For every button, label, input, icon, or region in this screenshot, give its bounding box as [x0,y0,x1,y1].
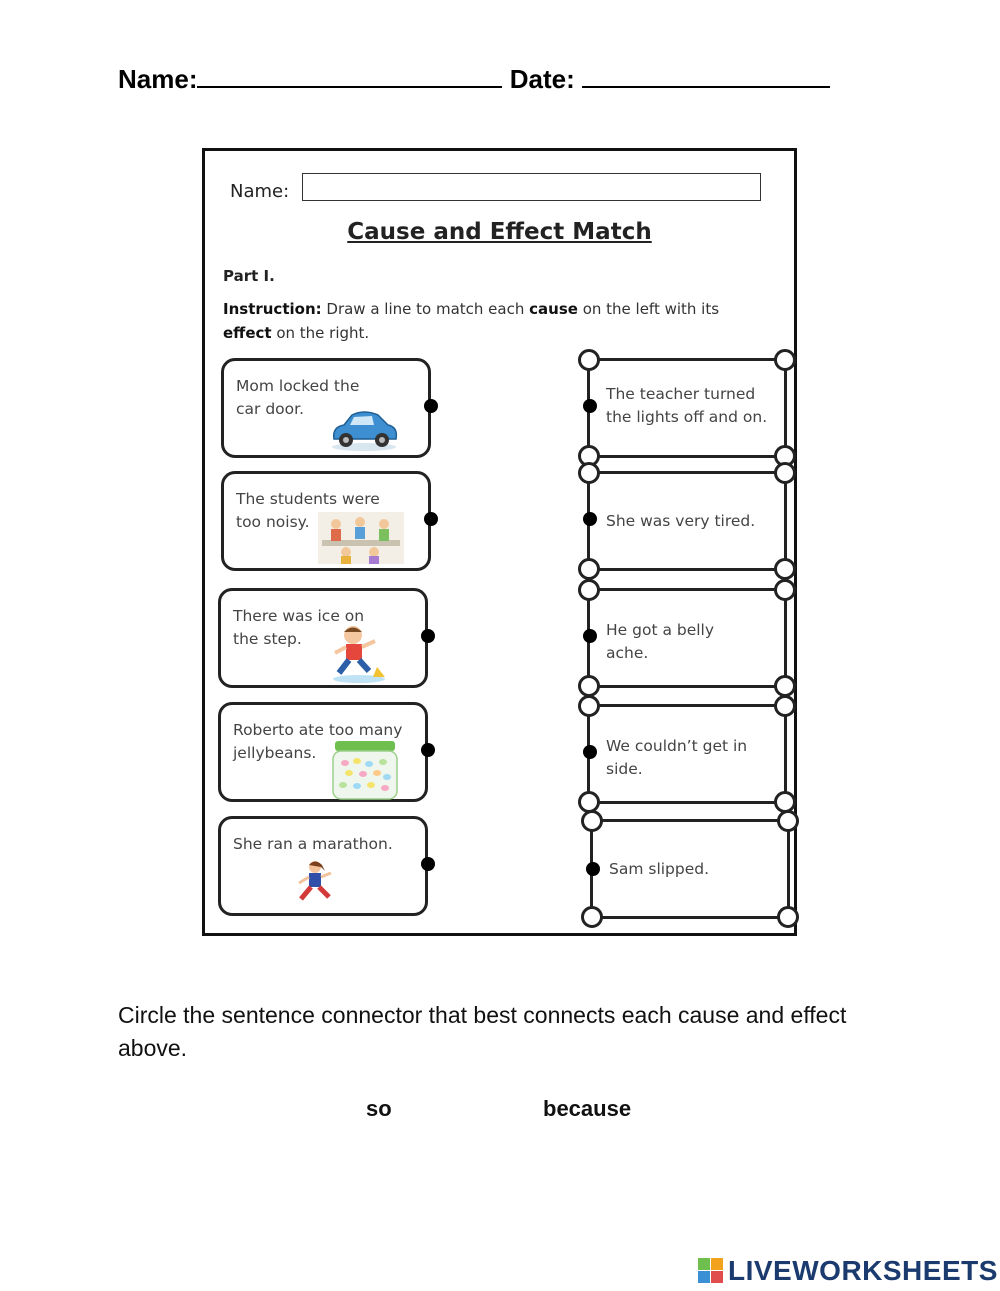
name-label: Name: [118,64,198,94]
liveworksheets-logo-text: LIVEWORKSHEETS [728,1255,998,1286]
effect-card: We couldn’t get in side. [587,704,787,804]
cause-dot[interactable] [421,857,435,871]
connector-option-because[interactable]: because [543,1096,632,1121]
jellybean-jar-icon [329,739,401,801]
classroom-icon [316,510,406,566]
cause-dot[interactable] [421,743,435,757]
worksheet-instruction: Instruction: Draw a line to match each cause on the left with its effect on the right. [223,300,720,342]
worksheet-name-box [302,173,761,201]
slipping-boy-icon [329,623,393,685]
cause-dot[interactable] [424,512,438,526]
cause-card: There was ice on the step. [218,588,428,688]
connector-question: Circle the sentence connector that best connects each cause and effect above. [118,1002,847,1061]
date-blank[interactable] [582,60,830,88]
name-blank[interactable] [197,60,502,88]
cause-dot[interactable] [421,629,435,643]
effect-dot[interactable] [586,862,600,876]
runner-icon [291,859,339,909]
effect-dot[interactable] [583,512,597,526]
cause-card: Roberto ate too many jellybeans. [218,702,428,802]
cause-card: The students were too noisy. [221,471,431,571]
worksheet-name-label: Name: [230,181,290,202]
effect-card: The teacher turned the lights off and on. [587,358,787,458]
cause-dot[interactable] [424,399,438,413]
effect-card: He got a belly ache. [587,588,787,688]
effect-card: Sam slipped. [590,819,790,919]
worksheet-title: Cause and Effect Match [347,219,652,245]
worksheet-image [202,148,797,936]
effect-dot[interactable] [583,745,597,759]
effect-dot[interactable] [583,629,597,643]
connector-option-so[interactable]: so [366,1096,392,1121]
liveworksheets-logo-icon [698,1258,724,1284]
effect-dot[interactable] [583,399,597,413]
car-icon [328,405,400,453]
cause-card: Mom locked the car door. [221,358,431,458]
date-label: Date: [509,64,575,94]
effect-card: She was very tired. [587,471,787,571]
cause-card: She ran a marathon. [218,816,428,916]
worksheet-part: Part I. [223,267,275,285]
page-header [118,60,830,95]
